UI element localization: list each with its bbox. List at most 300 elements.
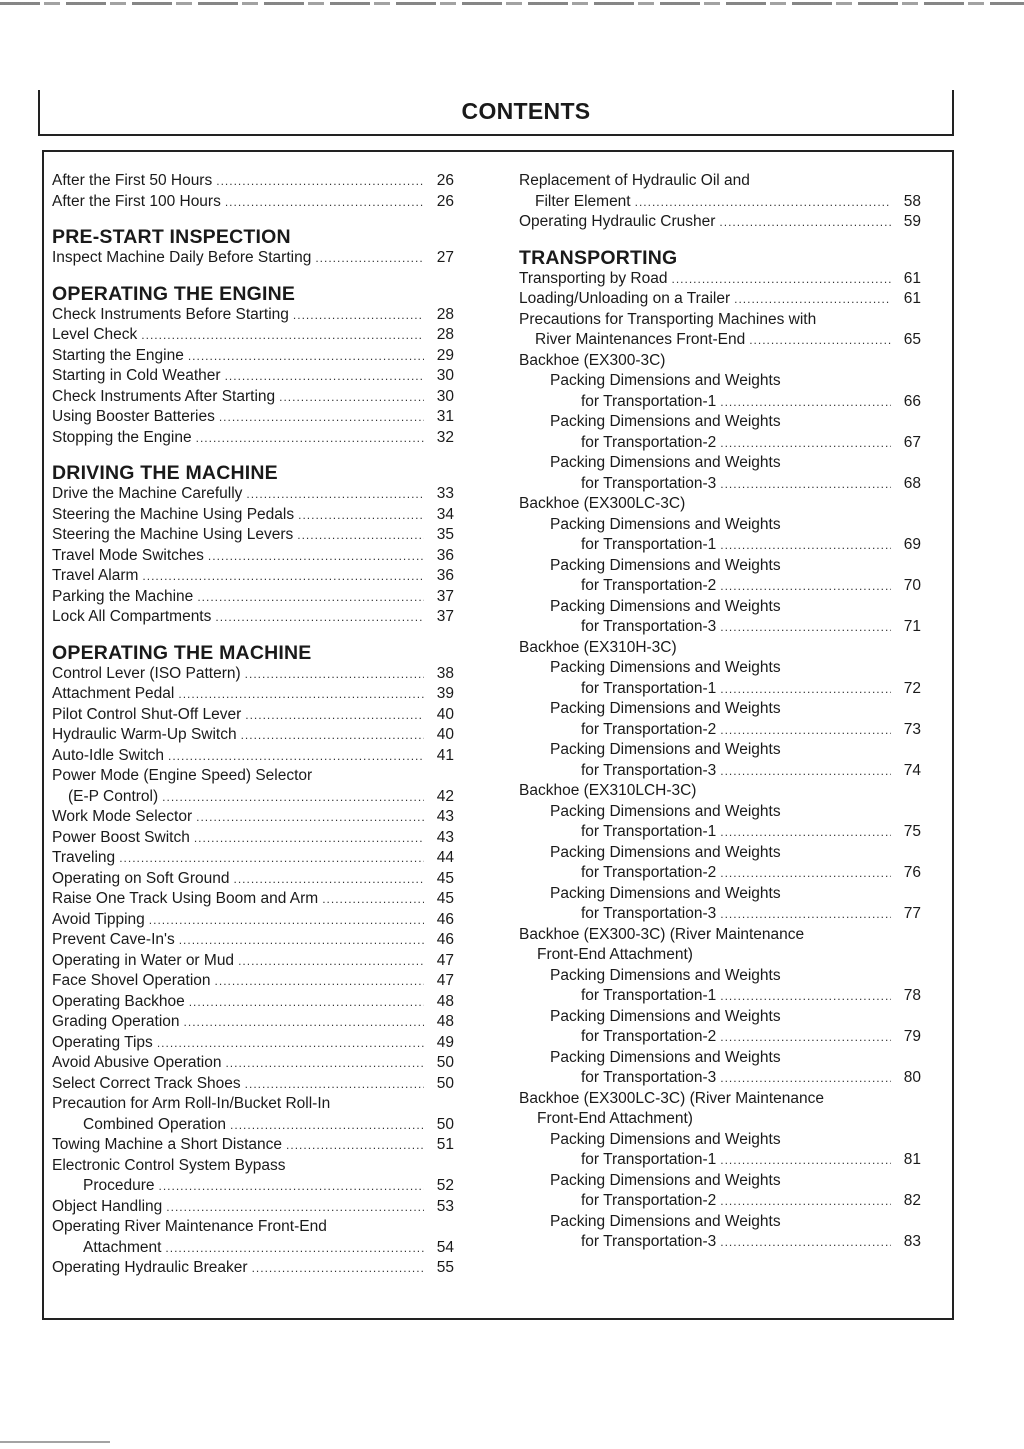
toc-page-number: 34: [436, 505, 454, 523]
toc-page-number: 81: [903, 1151, 921, 1168]
toc-page-number: 71: [903, 618, 921, 635]
toc-entry[interactable]: [519, 289, 921, 310]
dot-leader: [720, 1191, 891, 1212]
toc-page-number: 26: [436, 172, 454, 189]
dot-leader: [734, 289, 891, 310]
dot-leader: [141, 325, 424, 346]
toc-entry[interactable]: [52, 566, 454, 587]
toc-entry[interactable]: [519, 330, 921, 351]
toc-entry[interactable]: [52, 664, 454, 685]
toc-entry[interactable]: [519, 212, 921, 233]
toc-entry-title: for Transportation-1: [581, 536, 717, 553]
toc-entry-line: Precautions for Transporting Machines with: [519, 310, 817, 328]
dot-leader: [720, 679, 891, 700]
scan-artifact-top: [0, 2, 1024, 5]
toc-entry[interactable]: [52, 951, 454, 972]
toc-entry-title: Avoid Abusive Operation: [52, 1054, 222, 1071]
toc-entry-title: for Transportation-3: [581, 618, 717, 635]
toc-entry[interactable]: [519, 822, 921, 843]
toc-entry-title: Traveling: [52, 849, 116, 866]
toc-entry[interactable]: [519, 720, 921, 741]
dot-leader: [720, 1232, 891, 1253]
toc-entry[interactable]: [52, 1258, 454, 1279]
toc-entry[interactable]: [519, 617, 921, 638]
toc-page-number: 59: [903, 213, 921, 230]
toc-entry[interactable]: [519, 1068, 921, 1089]
toc-entry-line: Packing Dimensions and Weights: [550, 1130, 781, 1148]
toc-entry-line: Packing Dimensions and Weights: [550, 802, 781, 820]
toc-entry-title: for Transportation-2: [581, 864, 717, 881]
toc-entry-title: Combined Operation: [83, 1115, 227, 1133]
toc-page-number: 46: [436, 931, 454, 948]
toc-page-number: 30: [436, 367, 454, 384]
toc-entry-title: for Transportation-3: [581, 905, 717, 922]
toc-entry-title: Auto-Idle Switch: [52, 746, 164, 764]
toc-entry[interactable]: [52, 525, 454, 546]
toc-entry[interactable]: [519, 1232, 921, 1253]
toc-page-number: 65: [903, 331, 921, 348]
toc-entry-title: Check Instruments After Starting: [52, 387, 276, 405]
toc-entry-line: Precaution for Arm Roll-In/Bucket Roll-In: [52, 1095, 331, 1112]
toc-entry-title: for Transportation-3: [581, 474, 717, 492]
toc-entry-title: Raise One Track Using Boom and Arm: [52, 890, 319, 907]
toc-entry-line: Backhoe (EX300LC-3C) (River Maintenance: [519, 1089, 824, 1107]
toc-page-number: 83: [903, 1233, 921, 1250]
page-title: CONTENTS: [461, 98, 591, 124]
dot-leader: [635, 192, 891, 213]
toc-page-number: 66: [903, 392, 921, 410]
toc-entry[interactable]: [52, 869, 454, 890]
dot-leader: [159, 1176, 424, 1197]
toc-page-number: 51: [436, 1136, 454, 1153]
dot-leader: [234, 869, 424, 890]
toc-entry-title: Filter Element: [535, 192, 631, 210]
dot-leader: [720, 761, 891, 782]
dot-leader: [225, 366, 424, 387]
dot-leader: [720, 617, 891, 638]
toc-entry-line: Packing Dimensions and Weights: [550, 1048, 781, 1066]
left-column: [52, 171, 454, 1279]
toc-page-number: 31: [436, 408, 454, 425]
toc-page-number: 72: [903, 679, 921, 697]
dot-leader: [225, 192, 424, 213]
toc-entry-line: Packing Dimensions and Weights: [550, 372, 781, 389]
toc-entry-title: Procedure: [83, 1177, 155, 1194]
toc-entry-title: After the First 100 Hours: [52, 192, 221, 210]
dot-leader: [293, 305, 424, 326]
toc-entry[interactable]: [519, 1027, 921, 1048]
toc-entry-line: Packing Dimensions and Weights: [550, 884, 781, 902]
dot-leader: [219, 407, 424, 428]
dot-leader: [720, 904, 891, 925]
toc-entry[interactable]: [52, 192, 454, 213]
toc-entry[interactable]: [519, 679, 921, 700]
section-heading: PRE-START INSPECTION: [52, 226, 291, 248]
toc-entry-title: Stopping the Engine: [52, 428, 192, 446]
toc-entry-line: Packing Dimensions and Weights: [550, 843, 781, 861]
toc-page-number: 33: [436, 485, 454, 502]
toc-entry[interactable]: [52, 1053, 454, 1074]
toc-page-number: 28: [436, 326, 454, 343]
dot-leader: [720, 720, 891, 741]
dot-leader: [162, 787, 424, 808]
toc-entry[interactable]: [52, 787, 454, 808]
toc-page-number: 77: [903, 905, 921, 922]
toc-entry-title: Using Booster Batteries: [52, 408, 215, 425]
toc-entry-line: Backhoe (EX300-3C) (River Maintenance: [519, 925, 805, 943]
toc-page-number: 75: [903, 823, 921, 840]
toc-entry[interactable]: [52, 1176, 454, 1197]
toc-page-number: 35: [436, 526, 454, 543]
dot-leader: [168, 746, 424, 767]
toc-entry[interactable]: [519, 1150, 921, 1171]
toc-page-number: 50: [436, 1115, 454, 1133]
toc-page-number: 44: [436, 849, 454, 866]
toc-page-number: 55: [436, 1259, 454, 1276]
dot-leader: [720, 822, 891, 843]
toc-entry[interactable]: [52, 305, 454, 326]
dot-leader: [216, 171, 424, 192]
dot-leader: [322, 889, 424, 910]
toc-entry-title: Travel Alarm: [52, 567, 139, 584]
toc-entry[interactable]: [519, 433, 921, 454]
toc-entry[interactable]: [52, 1197, 454, 1218]
right-column: [519, 171, 921, 1253]
toc-entry[interactable]: [52, 325, 454, 346]
toc-entry-title: Loading/Unloading on a Trailer: [519, 290, 731, 307]
dot-leader: [165, 1238, 424, 1259]
toc-entry[interactable]: [519, 535, 921, 556]
toc-entry-title: Inspect Machine Daily Before Starting: [52, 249, 312, 266]
toc-entry[interactable]: [52, 807, 454, 828]
toc-entry-line: Operating River Maintenance Front-End: [52, 1218, 327, 1235]
dot-leader: [252, 1258, 424, 1279]
toc-entry[interactable]: [52, 346, 454, 367]
toc-entry[interactable]: [52, 407, 454, 428]
toc-entry-title: Check Instruments Before Starting: [52, 305, 289, 323]
toc-page-number: 36: [436, 546, 454, 564]
toc-page-number: 30: [436, 387, 454, 405]
toc-entry-title: Operating on Soft Ground: [52, 869, 230, 887]
toc-page-number: 58: [903, 192, 921, 210]
dot-leader: [215, 607, 424, 628]
toc-page-number: 50: [436, 1054, 454, 1071]
toc-entry[interactable]: [52, 607, 454, 628]
toc-entry-title: Steering the Machine Using Levers: [52, 526, 294, 543]
toc-entry[interactable]: [519, 576, 921, 597]
toc-page-number: 26: [436, 192, 454, 210]
section-heading: OPERATING THE ENGINE: [52, 282, 296, 305]
toc-entry-title: Towing Machine a Short Distance: [52, 1136, 283, 1153]
toc-entry-title: Face Shovel Operation: [52, 972, 211, 989]
toc-entry[interactable]: [519, 863, 921, 884]
toc-page-number: 48: [436, 992, 454, 1010]
toc-entry[interactable]: [52, 705, 454, 726]
dot-leader: [179, 930, 424, 951]
dot-leader: [230, 1115, 424, 1136]
toc-page-number: 50: [436, 1074, 454, 1092]
toc-page-number: 49: [436, 1033, 454, 1051]
toc-entry-title: Prevent Cave-In's: [52, 931, 175, 948]
dot-leader: [720, 576, 891, 597]
toc-entry[interactable]: [52, 484, 454, 505]
dot-leader: [119, 848, 424, 869]
dot-leader: [720, 986, 891, 1007]
toc-entry[interactable]: [52, 428, 454, 449]
toc-entry-title: Transporting by Road: [519, 269, 668, 287]
dot-leader: [178, 684, 424, 705]
dot-leader: [720, 863, 891, 884]
toc-entry-title: for Transportation-1: [581, 679, 717, 697]
dot-leader: [197, 587, 424, 608]
toc-page-number: 45: [436, 890, 454, 907]
toc-page-number: 52: [436, 1177, 454, 1194]
toc-page-number: 47: [436, 951, 454, 969]
toc-entry-title: Operating Tips: [52, 1033, 153, 1051]
section-heading: OPERATING THE MACHINE: [52, 641, 312, 664]
dot-leader: [286, 1135, 424, 1156]
toc-entry-title: for Transportation-1: [581, 1151, 717, 1168]
toc-entry[interactable]: [519, 192, 921, 213]
toc-entry-title: Drive the Machine Carefully: [52, 485, 243, 502]
toc-entry[interactable]: [52, 848, 454, 869]
toc-page-number: 78: [903, 987, 921, 1004]
toc-entry-title: (E-P Control): [68, 787, 159, 805]
dot-leader: [245, 1074, 424, 1095]
toc-entry[interactable]: [52, 1135, 454, 1156]
dot-leader: [184, 1012, 424, 1033]
toc-entry-line: Packing Dimensions and Weights: [550, 1007, 781, 1025]
toc-page-number: 32: [436, 428, 454, 446]
toc-entry-title: Grading Operation: [52, 1013, 180, 1030]
toc-page-number: 41: [436, 746, 454, 764]
toc-entry-line: Packing Dimensions and Weights: [550, 1212, 781, 1230]
dot-leader: [149, 910, 424, 931]
dot-leader: [196, 428, 424, 449]
toc-page-number: 46: [436, 910, 454, 928]
toc-page-number: 40: [436, 726, 454, 743]
toc-entry-title: for Transportation-1: [581, 823, 717, 840]
dot-leader: [720, 433, 891, 454]
toc-page-number: 28: [436, 305, 454, 323]
dot-leader: [196, 807, 424, 828]
toc-entry[interactable]: [519, 269, 921, 290]
toc-entry-line: Replacement of Hydraulic Oil and: [519, 172, 750, 189]
toc-entry[interactable]: [52, 1074, 454, 1095]
toc-entry[interactable]: [519, 392, 921, 413]
toc-page-number: 80: [903, 1069, 921, 1086]
dot-leader: [238, 951, 424, 972]
toc-entry-line: Backhoe (EX310H-3C): [519, 638, 677, 656]
dot-leader: [245, 705, 424, 726]
toc-page-number: 47: [436, 972, 454, 989]
dot-leader: [720, 1150, 891, 1171]
toc-page-number: 68: [903, 474, 921, 492]
toc-entry[interactable]: [52, 505, 454, 526]
toc-entry-title: for Transportation-2: [581, 433, 717, 451]
toc-page-number: 70: [903, 577, 921, 594]
dot-leader: [208, 546, 424, 567]
toc-entry-title: Select Correct Track Shoes: [52, 1074, 241, 1092]
toc-entry[interactable]: [52, 746, 454, 767]
toc-entry[interactable]: [52, 248, 454, 269]
dot-leader: [194, 828, 424, 849]
toc-entry-title: Operating Hydraulic Crusher: [519, 213, 716, 230]
toc-entry-title: Starting the Engine: [52, 346, 184, 364]
toc-entry-line: Backhoe (EX300LC-3C): [519, 495, 686, 512]
toc-entry-title: Lock All Compartments: [52, 608, 212, 625]
toc-entry-title: for Transportation-2: [581, 720, 717, 738]
dot-leader: [142, 566, 424, 587]
dot-leader: [157, 1033, 424, 1054]
toc-page-number: 40: [436, 705, 454, 723]
dot-leader: [720, 392, 891, 413]
toc-page-number: 29: [436, 346, 454, 364]
toc-page-number: 79: [903, 1028, 921, 1045]
toc-page-number: 67: [903, 433, 921, 451]
toc-entry[interactable]: [52, 684, 454, 705]
dot-leader: [298, 505, 424, 526]
scan-artifact-bottom: [0, 1441, 110, 1443]
title-box: [38, 90, 954, 136]
toc-entry-title: Steering the Machine Using Pedals: [52, 505, 295, 523]
dot-leader: [719, 212, 891, 233]
toc-page-number: 76: [903, 864, 921, 881]
toc-entry-title: Object Handling: [52, 1197, 163, 1215]
toc-entry[interactable]: [519, 761, 921, 782]
toc-entry-line: Packing Dimensions and Weights: [550, 741, 781, 758]
toc-entry-line: Packing Dimensions and Weights: [550, 659, 781, 676]
toc-entry-title: Parking the Machine: [52, 587, 194, 605]
dot-leader: [241, 725, 424, 746]
toc-page-number: 38: [436, 664, 454, 682]
toc-entry-title: Operating in Water or Mud: [52, 951, 235, 969]
toc-page-number: 61: [903, 269, 921, 287]
dot-leader: [720, 1068, 891, 1089]
toc-entry-title: for Transportation-3: [581, 1233, 717, 1250]
toc-entry-title: for Transportation-1: [581, 392, 717, 410]
toc-entry-line: Packing Dimensions and Weights: [550, 966, 781, 984]
toc-page-number: 27: [436, 249, 454, 266]
toc-entry-title: Avoid Tipping: [52, 910, 145, 928]
toc-entry-title: Travel Mode Switches: [52, 546, 204, 564]
dot-leader: [720, 535, 891, 556]
dot-leader: [315, 248, 424, 269]
toc-entry-line: Front-End Attachment): [537, 946, 693, 963]
toc-entry-title: Pilot Control Shut-Off Lever: [52, 705, 242, 723]
toc-page-number: 48: [436, 1013, 454, 1030]
toc-page-number: 53: [436, 1197, 454, 1215]
toc-entry[interactable]: [52, 971, 454, 992]
toc-entry-title: Attachment: [83, 1238, 162, 1256]
toc-entry-line: Packing Dimensions and Weights: [550, 556, 781, 574]
toc-entry-title: for Transportation-2: [581, 1192, 717, 1209]
toc-entry[interactable]: [52, 1012, 454, 1033]
toc-page-number: 43: [436, 808, 454, 825]
toc-entry-line: Front-End Attachment): [537, 1110, 693, 1127]
toc-entry-line: Packing Dimensions and Weights: [550, 413, 781, 430]
toc-entry-title: for Transportation-3: [581, 761, 717, 779]
dot-leader: [246, 484, 424, 505]
dot-leader: [225, 1053, 424, 1074]
toc-entry[interactable]: [52, 992, 454, 1013]
section-heading: DRIVING THE MACHINE: [52, 462, 278, 484]
toc-entry[interactable]: [52, 387, 454, 408]
toc-entry[interactable]: [519, 1191, 921, 1212]
toc-entry-line: Packing Dimensions and Weights: [550, 700, 781, 717]
dot-leader: [189, 992, 424, 1013]
toc-entry[interactable]: [52, 171, 454, 192]
toc-entry-line: Packing Dimensions and Weights: [550, 597, 781, 615]
toc-entry-line: Backhoe (EX300-3C): [519, 351, 666, 369]
toc-page-number: 82: [903, 1192, 921, 1209]
toc-entry[interactable]: [52, 930, 454, 951]
toc-page-number: 37: [436, 587, 454, 605]
dot-leader: [245, 664, 424, 685]
toc-entry[interactable]: [52, 889, 454, 910]
toc-entry[interactable]: [519, 474, 921, 495]
toc-entry[interactable]: [52, 725, 454, 746]
toc-entry[interactable]: [52, 587, 454, 608]
toc-entry-title: for Transportation-2: [581, 577, 717, 594]
toc-entry-title: Control Lever (ISO Pattern): [52, 664, 241, 682]
dot-leader: [279, 387, 424, 408]
toc-entry-title: Operating Hydraulic Breaker: [52, 1259, 248, 1276]
toc-entry-title: Starting in Cold Weather: [52, 367, 221, 384]
toc-entry-title: for Transportation-1: [581, 987, 717, 1004]
toc-entry-title: Level Check: [52, 326, 138, 343]
toc-entry-line: Packing Dimensions and Weights: [550, 454, 781, 471]
dot-leader: [297, 525, 424, 546]
toc-entry[interactable]: [52, 1033, 454, 1054]
toc-page-number: 54: [436, 1238, 454, 1256]
toc-entry[interactable]: [519, 904, 921, 925]
toc-entry-title: After the First 50 Hours: [52, 172, 213, 189]
toc-page-number: 43: [436, 828, 454, 846]
toc-entry-title: for Transportation-3: [581, 1069, 717, 1086]
toc-entry[interactable]: [52, 828, 454, 849]
toc-entry[interactable]: [519, 986, 921, 1007]
toc-page-number: 74: [903, 761, 921, 779]
toc-entry-title: Work Mode Selector: [52, 808, 193, 825]
toc-entry[interactable]: [52, 1238, 454, 1259]
dot-leader: [749, 330, 891, 351]
toc-entry-title: Operating Backhoe: [52, 992, 185, 1010]
toc-entry-line: Power Mode (Engine Speed) Selector: [52, 767, 313, 784]
toc-entry[interactable]: [52, 910, 454, 931]
dot-leader: [215, 971, 424, 992]
toc-entry-line: Packing Dimensions and Weights: [550, 1171, 781, 1189]
toc-entry-title: Attachment Pedal: [52, 685, 175, 702]
toc-entry-title: River Maintenances Front-End: [535, 331, 746, 348]
toc-entry[interactable]: [52, 366, 454, 387]
dot-leader: [166, 1197, 424, 1218]
toc-page-number: 36: [436, 567, 454, 584]
toc-entry-line: Packing Dimensions and Weights: [550, 515, 781, 533]
toc-entry[interactable]: [52, 546, 454, 567]
toc-page-number: 69: [903, 536, 921, 553]
dot-leader: [720, 1027, 891, 1048]
toc-page-number: 61: [903, 290, 921, 307]
toc-page-number: 39: [436, 685, 454, 702]
toc-page-number: 73: [903, 720, 921, 738]
toc-entry-title: Power Boost Switch: [52, 828, 190, 846]
toc-entry-title: Hydraulic Warm-Up Switch: [52, 726, 237, 743]
toc-entry-line: Backhoe (EX310LCH-3C): [519, 782, 697, 799]
toc-entry[interactable]: [52, 1115, 454, 1136]
dot-leader: [671, 269, 891, 290]
toc-page-number: 42: [436, 787, 454, 805]
